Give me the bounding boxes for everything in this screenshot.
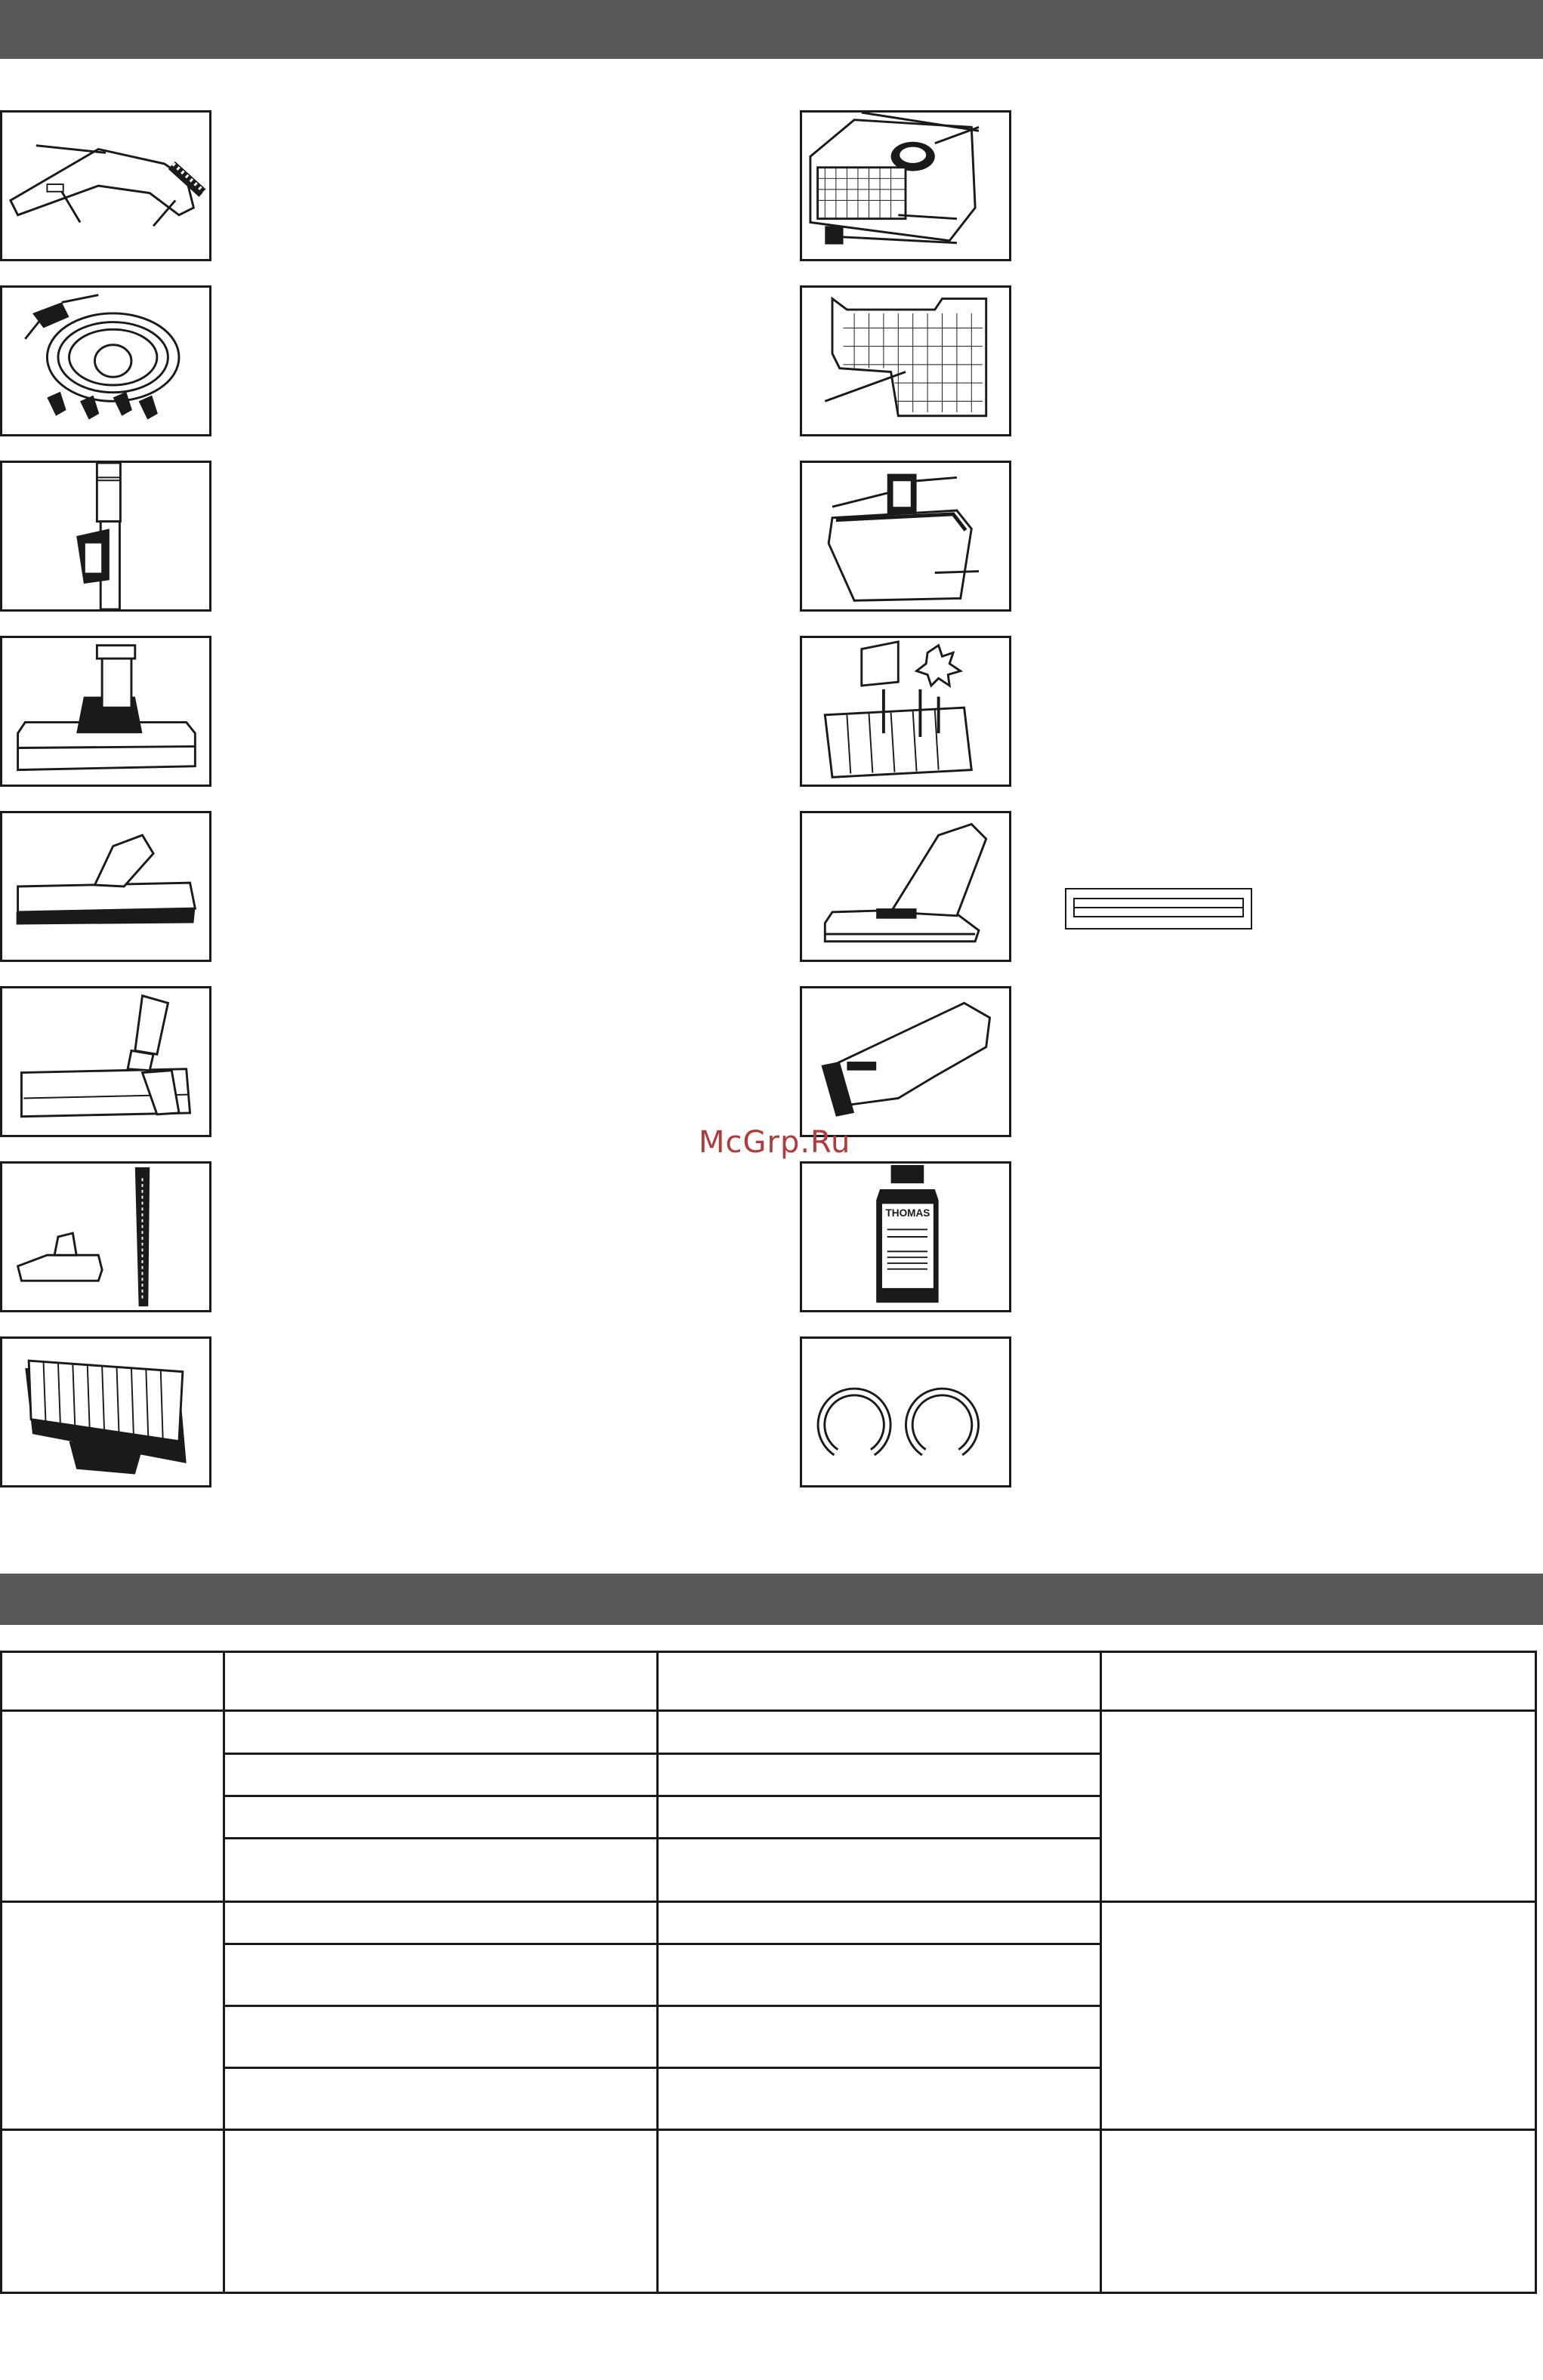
table-cell xyxy=(224,1796,658,1839)
table-cell xyxy=(1101,2130,1536,2293)
table-cell xyxy=(658,2130,1101,2293)
accessory-right-1 xyxy=(800,110,1011,261)
water-filter-box-icon xyxy=(802,113,1009,259)
accessory-right-2 xyxy=(800,285,1011,436)
accessory-right-5 xyxy=(800,811,1011,962)
filter-insert-icon xyxy=(802,288,1009,434)
accessory-left-1 xyxy=(0,110,211,261)
table-cell xyxy=(658,2068,1101,2130)
accessory-left-5 xyxy=(0,811,211,962)
accessory-right-4 xyxy=(800,636,1011,787)
table-cell xyxy=(224,1839,658,1902)
table-cell xyxy=(224,1711,658,1754)
accessory-right-8 xyxy=(800,1336,1011,1488)
table-cell xyxy=(658,1711,1101,1754)
handle-hose-icon xyxy=(2,113,209,259)
specification-table xyxy=(0,1651,1537,2294)
table-group-cell xyxy=(2,1711,224,1902)
table-cell xyxy=(658,1839,1101,1902)
shampoo-bottle-icon xyxy=(802,1164,1009,1310)
bottle-label: THOMAS xyxy=(885,1207,930,1219)
accessory-left-8 xyxy=(0,1336,211,1488)
telescopic-tube-icon xyxy=(2,463,209,609)
table-header-cell xyxy=(2,1652,224,1711)
table-cell xyxy=(658,1902,1101,1944)
table-row xyxy=(2,1902,1536,1944)
accessory-left-4 xyxy=(0,636,211,787)
nozzle-insert-icon xyxy=(1065,888,1252,929)
accessory-left-7 xyxy=(0,1161,211,1312)
table-row xyxy=(2,1711,1536,1754)
upholstery-crevice-tools-icon xyxy=(2,1164,209,1310)
accessory-right-6 xyxy=(800,986,1011,1137)
table-cell xyxy=(224,2068,658,2130)
accessory-right-7 xyxy=(800,1161,1011,1312)
table-header-cell xyxy=(658,1652,1101,1711)
table-group-cell xyxy=(1101,1711,1536,1902)
table-header-row xyxy=(2,1652,1536,1711)
table-header-cell xyxy=(224,1652,658,1711)
watermark: McGrp.Ru xyxy=(699,1125,851,1160)
table-row xyxy=(2,2130,1536,2293)
table-cell xyxy=(224,1754,658,1796)
parquet-brush-nozzle-icon xyxy=(2,813,209,960)
accessory-left-2 xyxy=(0,285,211,436)
table-cell xyxy=(224,1944,658,2006)
accessory-left-3 xyxy=(0,461,211,612)
accessory-left-6 xyxy=(0,986,211,1137)
turbo-nozzle-icon xyxy=(2,988,209,1135)
hose-clips-icon xyxy=(802,1339,1009,1485)
table-cell xyxy=(224,1902,658,1944)
carpet-floor-nozzle-icon xyxy=(2,638,209,785)
table-cell xyxy=(658,1754,1101,1796)
table-group-cell xyxy=(1101,1902,1536,2130)
table-cell xyxy=(658,1796,1101,1839)
table-section-header xyxy=(0,1574,1543,1625)
table-cell xyxy=(224,2006,658,2068)
accessory-right-3 xyxy=(800,461,1011,612)
table-header-cell xyxy=(1101,1652,1536,1711)
table-cell xyxy=(224,2130,658,2293)
top-section-header xyxy=(0,0,1543,59)
cable-clips-icon xyxy=(2,288,209,434)
table-group-cell xyxy=(2,1902,224,2130)
table-cell xyxy=(658,2006,1101,2068)
spray-extraction-nozzle-icon xyxy=(802,813,1009,960)
filter-assembly-icon xyxy=(802,638,1009,785)
upholstery-spray-nozzle-icon xyxy=(802,988,1009,1135)
table-cell xyxy=(658,1944,1101,2006)
hepa-filter-icon xyxy=(2,1339,209,1485)
water-tank-icon xyxy=(802,463,1009,609)
table-cell xyxy=(2,2130,224,2293)
